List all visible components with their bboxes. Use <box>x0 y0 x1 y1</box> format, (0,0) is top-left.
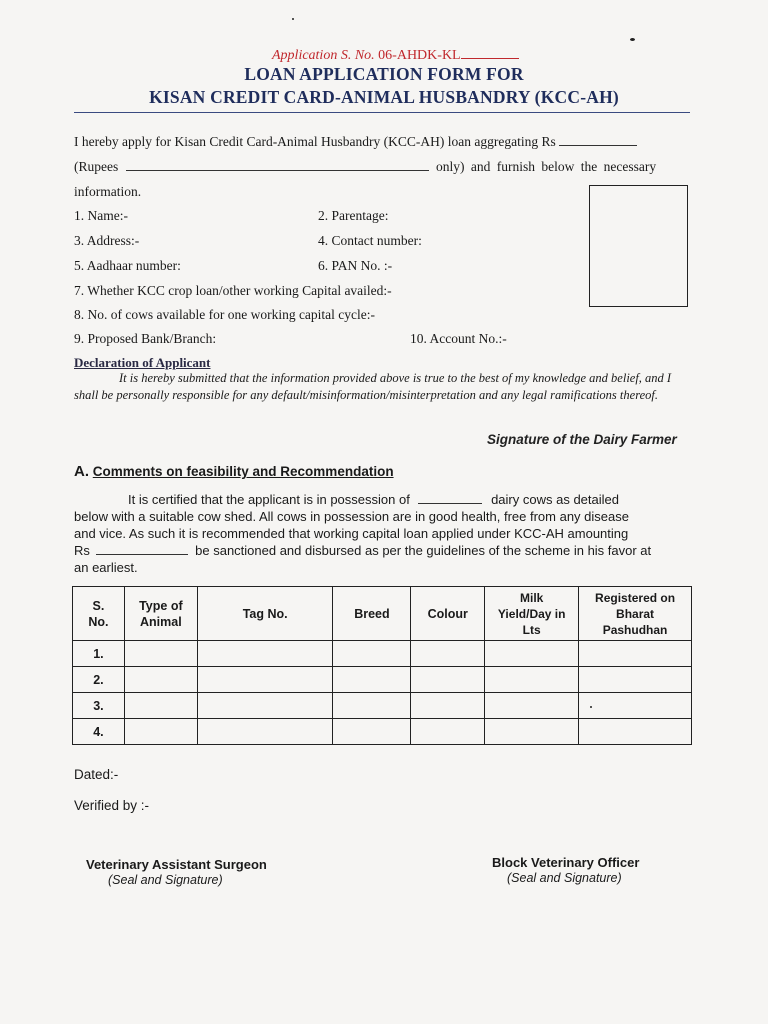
app-no-label: Application S. No. <box>272 48 375 63</box>
field-account-number[interactable]: 10. Account No.:- <box>410 331 507 346</box>
field-cows-available[interactable]: 8. No. of cows available for one working capital cycle:- <box>74 307 376 322</box>
row-number: 1. <box>73 641 125 667</box>
rupees-words-blank[interactable] <box>126 160 429 171</box>
cell-type[interactable] <box>124 719 197 745</box>
field-kcc-availed[interactable]: 7. Whether KCC crop loan/other working Capital availed:- <box>74 283 392 298</box>
cell-breed[interactable] <box>333 693 411 719</box>
certify-line-1 <box>128 492 619 507</box>
cell-breed[interactable] <box>333 719 411 745</box>
amount-blank[interactable] <box>559 135 637 146</box>
header-milk-yield: Milk Yield/Day in Lts <box>485 587 579 641</box>
cell-registered[interactable] <box>579 641 692 667</box>
cell-type[interactable] <box>124 641 197 667</box>
intro-line-3: information. <box>74 184 142 199</box>
app-no-blank[interactable] <box>461 58 519 59</box>
scan-speck <box>590 706 592 708</box>
cell-breed[interactable] <box>333 667 411 693</box>
intro-text-2: only) and furnish below the necessary <box>436 159 657 174</box>
row-number: 4. <box>73 719 125 745</box>
intro-line-1 <box>74 134 637 150</box>
certify-text-1a: It is certified that the applicant is in possession of <box>128 492 410 507</box>
cell-type[interactable] <box>124 667 197 693</box>
vas-title: Veterinary Assistant Surgeon <box>86 857 267 872</box>
declaration-line-2: shall be personally responsible for any default/misinformation/misinterpretation and any legal ramifications thereof. <box>74 388 658 402</box>
field-address[interactable]: 3. Address:- <box>74 233 140 248</box>
table-header-row <box>73 587 692 641</box>
dairy-farmer-signature: Signature of the Dairy Farmer <box>487 432 677 447</box>
dated-field[interactable]: Dated:- <box>74 767 119 782</box>
header-breed: Breed <box>333 587 411 641</box>
table-row <box>73 667 692 693</box>
certify-line-4 <box>74 543 651 558</box>
form-title-line-1: LOAN APPLICATION FORM FOR <box>244 64 524 84</box>
certify-line-5: an earliest. <box>74 560 138 575</box>
certify-text-1b: dairy cows as detailed <box>491 492 619 507</box>
cell-colour[interactable] <box>411 667 485 693</box>
bvo-title: Block Veterinary Officer <box>492 855 640 870</box>
app-no-value: 06-AHDK-KL <box>378 48 461 63</box>
table-row <box>73 693 692 719</box>
cell-tag[interactable] <box>197 719 333 745</box>
header-sno: S. No. <box>73 587 125 641</box>
certify-rs-label: Rs <box>74 543 90 558</box>
declaration-heading: Declaration of Applicant <box>74 355 211 370</box>
field-name[interactable]: 1. Name:- <box>74 208 128 223</box>
section-a-letter: A. <box>74 463 89 480</box>
photo-box[interactable] <box>589 185 688 307</box>
field-bank-branch[interactable]: 9. Proposed Bank/Branch: <box>74 331 217 346</box>
header-tag-no: Tag No. <box>197 587 333 641</box>
section-a-title: Comments on feasibility and Recommendation <box>92 464 394 479</box>
section-a-heading <box>74 463 394 480</box>
cell-colour[interactable] <box>411 693 485 719</box>
cell-tag[interactable] <box>197 641 333 667</box>
cell-tag[interactable] <box>197 693 333 719</box>
cell-registered[interactable] <box>579 719 692 745</box>
vas-seal-label: (Seal and Signature) <box>108 873 223 887</box>
sanction-amount-blank[interactable] <box>96 544 188 555</box>
table-row <box>73 719 692 745</box>
bvo-seal-label: (Seal and Signature) <box>507 871 622 885</box>
verified-by-field[interactable]: Verified by :- <box>74 798 150 813</box>
application-serial-number <box>272 48 519 64</box>
title-divider <box>74 112 690 113</box>
cell-registered[interactable] <box>579 693 692 719</box>
intro-text-1: I hereby apply for Kisan Credit Card-Animal Husbandry (KCC-AH) loan aggregating Rs <box>74 134 556 149</box>
header-colour: Colour <box>411 587 485 641</box>
row-number: 2. <box>73 667 125 693</box>
cell-milk[interactable] <box>485 719 579 745</box>
header-registered-bharat-pashudhan: Registered on Bharat Pashudhan <box>579 587 692 641</box>
scan-speck <box>630 38 635 41</box>
cell-colour[interactable] <box>411 719 485 745</box>
rupees-label: (Rupees <box>74 159 119 174</box>
cow-count-blank[interactable] <box>418 493 482 504</box>
certify-line-3: and vice. As such it is recommended that working capital loan applied under KCC-AH amounting <box>74 526 629 541</box>
field-pan[interactable]: 6. PAN No. :- <box>318 258 393 273</box>
cell-milk[interactable] <box>485 641 579 667</box>
field-aadhaar[interactable]: 5. Aadhaar number: <box>74 258 181 273</box>
declaration-line-1: It is hereby submitted that the information provided above is true to the best of my knowledge and belief, and I <box>119 371 672 385</box>
cell-milk[interactable] <box>485 693 579 719</box>
cell-colour[interactable] <box>411 641 485 667</box>
certify-text-4b: be sanctioned and disbursed as per the guidelines of the scheme in his favor at <box>195 543 652 558</box>
cow-details-table <box>72 586 692 745</box>
cell-type[interactable] <box>124 693 197 719</box>
field-parentage[interactable]: 2. Parentage: <box>318 208 389 223</box>
header-type-of-animal: Type of Animal <box>124 587 197 641</box>
intro-line-2 <box>74 159 656 175</box>
form-title-line-2: KISAN CREDIT CARD-ANIMAL HUSBANDRY (KCC-AH) <box>149 87 619 107</box>
cell-registered[interactable] <box>579 667 692 693</box>
scan-speck <box>292 18 294 20</box>
certify-line-2: below with a suitable cow shed. All cows in possession are in good health, free from any disease <box>74 509 629 524</box>
cell-tag[interactable] <box>197 667 333 693</box>
cell-breed[interactable] <box>333 641 411 667</box>
cell-milk[interactable] <box>485 667 579 693</box>
field-contact-number[interactable]: 4. Contact number: <box>318 233 422 248</box>
row-number: 3. <box>73 693 125 719</box>
table-row <box>73 641 692 667</box>
